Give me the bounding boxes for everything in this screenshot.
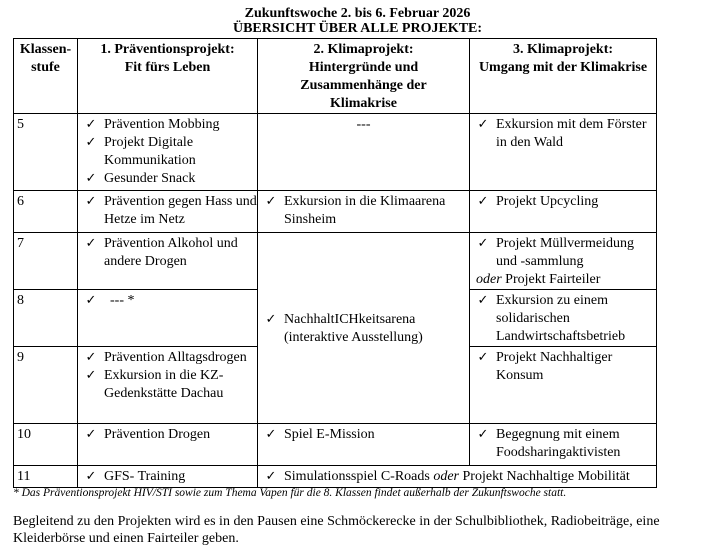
check-icon: ✓: [85, 427, 97, 442]
alternative-project: Projekt Fairteiler: [505, 272, 601, 287]
check-icon: ✓: [265, 194, 277, 209]
document-title: Zukunftswoche 2. bis 6. Februar 2026: [244, 6, 471, 21]
project-1-cell: [78, 114, 258, 191]
project-2-3-merged-cell: [258, 466, 657, 488]
check-icon: ✓: [85, 194, 97, 209]
list-item: ✓ Exkursion mit dem Förster in den Wald: [477, 117, 647, 150]
project-1-cell: [78, 290, 258, 347]
grade-cell: 8: [14, 290, 78, 347]
check-icon: ✓: [265, 311, 277, 327]
grade-cell: 10: [14, 424, 78, 466]
check-icon: ✓: [477, 427, 489, 442]
check-icon: ✓: [85, 469, 97, 484]
project-1-cell: [78, 424, 258, 466]
check-icon: ✓: [85, 135, 97, 150]
grade-cell: 11: [14, 466, 78, 488]
list-item: ✓ GFS- Training: [85, 469, 186, 484]
list-item: ✓ Spiel E-Mission: [265, 427, 375, 442]
header-project-3: 3. Klimaprojekt: Umgang mit der Klimakrise: [470, 39, 657, 114]
table-row: [14, 114, 657, 191]
project-3-cell: [470, 424, 657, 466]
oder-label: oder: [433, 469, 460, 484]
project-3-cell: [470, 290, 657, 347]
list-item: ✓ Prävention Alltagsdrogen: [85, 350, 247, 365]
list-item: ✓ Prävention Mobbing: [85, 117, 220, 132]
check-icon: ✓: [477, 350, 489, 365]
check-icon: ✓: [477, 236, 489, 251]
check-icon: ✓: [477, 194, 489, 209]
check-icon: ✓: [85, 368, 97, 383]
header-project-1: 1. Präventionsprojekt: Fit fürs Leben: [78, 39, 258, 114]
list-item: ✓ Begegnung mit einem Foodsharingaktivisten: [477, 427, 621, 460]
list-item: ✓ Projekt Digitale Kommunikation: [85, 135, 196, 168]
check-icon: ✓: [85, 236, 97, 251]
list-item: ✓ Exkursion in die Klimaarena Sinsheim: [265, 194, 446, 227]
project-1-cell: [78, 466, 258, 488]
check-icon: ✓: [85, 117, 97, 132]
check-icon: ✓: [85, 293, 97, 308]
grade-cell: 5: [14, 114, 78, 191]
project-3-cell: [470, 191, 657, 233]
check-icon: ✓: [85, 171, 97, 186]
header-project-2: 2. Klimaprojekt: Hintergründe und Zusammenhänge der Klimakrise: [258, 39, 470, 114]
list-item: ✓ Prävention Alkohol und andere Drogen: [85, 236, 238, 269]
project-2-cell: [258, 191, 470, 233]
check-icon: ✓: [477, 293, 489, 308]
project-2-cell: [258, 424, 470, 466]
list-item: ✓ Prävention gegen Hass und Hetze im Netz: [85, 194, 257, 227]
check-icon: ✓: [265, 427, 277, 442]
project-3-cell: [470, 347, 657, 424]
grade-cell: 9: [14, 347, 78, 424]
list-item: ✓ Projekt Nachhaltiger Konsum: [477, 350, 613, 383]
list-item: ✓ --- *: [85, 293, 135, 308]
oder-label: oder: [476, 272, 502, 287]
project-1-cell: [78, 233, 258, 290]
grade-cell: 6: [14, 191, 78, 233]
footnote: * Das Präventionsprojekt HIV/STI sowie zum Thema Vapen für die 8. Klassen findet außerhalb der Zukunftswoche statt.: [13, 487, 567, 499]
table-row: [14, 424, 657, 466]
header-row: [14, 39, 657, 114]
list-item: ✓ Exkursion in die KZ-Gedenkstätte Dachau: [85, 368, 224, 401]
project-1-cell: [78, 347, 258, 424]
document-subtitle: ÜBERSICHT ÜBER ALLE PROJEKTE:: [232, 21, 483, 36]
table-row: [14, 466, 657, 488]
list-item: ✓ Gesunder Snack: [85, 171, 196, 186]
list-item: ✓ NachhaltICHkeitsarena (interaktive Ausstellung): [265, 311, 423, 345]
project-3-cell: [470, 114, 657, 191]
project-3-cell: [470, 233, 657, 290]
grade-cell: 7: [14, 233, 78, 290]
list-item: ✓ Simulationsspiel C-Roads oder Projekt Nachhaltige Mobilität: [265, 469, 630, 484]
check-icon: ✓: [265, 469, 277, 484]
closing-paragraph: Begleitend zu den Projekten wird es in den Pausen eine Schmöckerecke in der Schulbibliothek, Radiobeiträge, eine Kleiderbörse und einen Fairteiler geben.: [13, 514, 660, 546]
project-overview-table: [13, 38, 657, 488]
project-2-cell: ---: [258, 114, 470, 191]
list-item: ✓ Projekt Müllvermeidung und -sammlung: [477, 236, 635, 269]
table-row: [14, 233, 657, 290]
project-2-merged-cell: [258, 233, 470, 424]
list-item: ✓ Exkursion zu einem solidarischen Landwirtschaftsbetrieb: [477, 293, 626, 344]
check-icon: ✓: [85, 350, 97, 365]
table-row: [14, 191, 657, 233]
project-1-cell: [78, 191, 258, 233]
list-item: ✓ Prävention Drogen: [85, 427, 211, 442]
check-icon: ✓: [477, 117, 489, 132]
list-item: ✓ Projekt Upcycling: [477, 194, 599, 209]
header-grade: Klassen-stufe: [14, 39, 78, 114]
